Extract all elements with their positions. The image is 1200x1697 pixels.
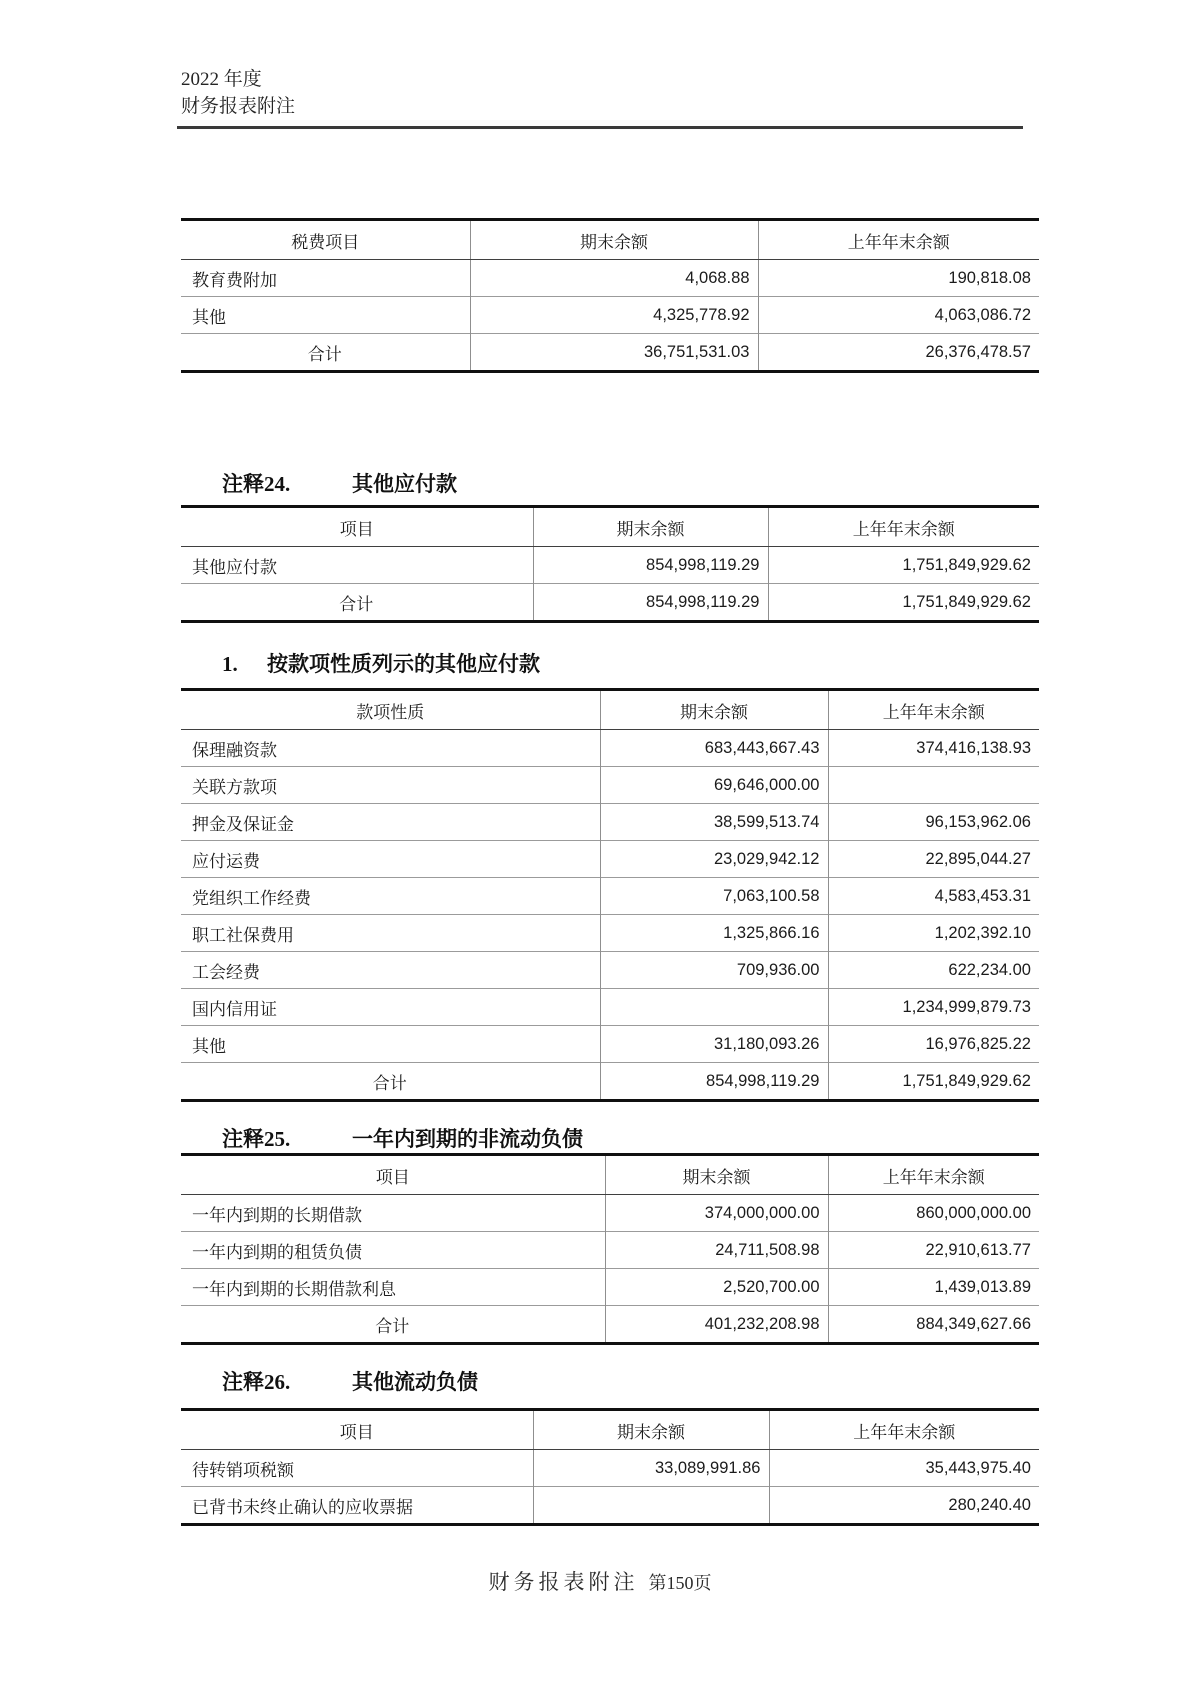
table-row [181, 767, 1039, 804]
row-current-value [533, 1487, 769, 1525]
row-prior-value: 884,349,627.66 [828, 1306, 1039, 1344]
row-prior-value: 22,895,044.27 [828, 841, 1039, 878]
row-current-value: 401,232,208.98 [605, 1306, 828, 1344]
row-prior-value: 1,751,849,929.62 [768, 584, 1039, 622]
page-footer [0, 1566, 1200, 1596]
table-row [181, 878, 1039, 915]
row-prior-value: 35,443,975.40 [769, 1450, 1039, 1487]
table-row [181, 1026, 1039, 1063]
section-title: 其他流动负债 [352, 1370, 478, 1394]
other-payables-table [181, 505, 1039, 623]
row-current-value: 854,998,119.29 [533, 547, 768, 584]
table-row [181, 915, 1039, 952]
row-item: 一年内到期的长期借款 [192, 1205, 362, 1225]
table-total-row [181, 334, 1039, 372]
table-row [181, 297, 1039, 334]
section-heading-note26 [222, 1366, 478, 1396]
section-label: 注释26. [222, 1370, 291, 1394]
table-header-row [181, 220, 1039, 260]
row-item: 押金及保证金 [192, 814, 294, 834]
row-prior-value: 1,751,849,929.62 [768, 547, 1039, 584]
col-header-prior: 上年年末余额 [828, 690, 1039, 730]
table-total-row [181, 1306, 1039, 1344]
section-heading-note25 [222, 1123, 583, 1153]
row-item: 职工社保费用 [192, 925, 294, 945]
table-row [181, 1195, 1039, 1232]
row-current-value: 24,711,508.98 [605, 1232, 828, 1269]
col-header-prior: 上年年末余额 [769, 1410, 1039, 1450]
row-current-value: 374,000,000.00 [605, 1195, 828, 1232]
section-title: 按款项性质列示的其他应付款 [267, 652, 540, 676]
table-row [181, 841, 1039, 878]
section-label: 1. [222, 652, 238, 676]
section-heading-by-nature [222, 648, 540, 678]
row-current-value: 854,998,119.29 [600, 1063, 828, 1101]
col-header-prior: 上年年末余额 [768, 507, 1039, 547]
table-header-row [181, 1410, 1039, 1450]
row-item: 一年内到期的长期借款利息 [192, 1279, 396, 1299]
row-current-value: 38,599,513.74 [600, 804, 828, 841]
footer-page-number: 第150页 [648, 1573, 712, 1593]
col-header-item: 项目 [181, 1155, 605, 1195]
row-current-value: 23,029,942.12 [600, 841, 828, 878]
table-row [181, 989, 1039, 1026]
header-rule [177, 126, 1023, 129]
other-current-liabilities-table [181, 1408, 1039, 1526]
col-header-current: 期末余额 [600, 690, 828, 730]
row-item: 关联方款项 [192, 777, 277, 797]
table-row [181, 730, 1039, 767]
row-prior-value: 1,234,999,879.73 [828, 989, 1039, 1026]
row-current-value: 709,936.00 [600, 952, 828, 989]
row-current-value: 683,443,667.43 [600, 730, 828, 767]
row-item: 待转销项税额 [192, 1460, 294, 1480]
row-prior-value: 860,000,000.00 [828, 1195, 1039, 1232]
noncurrent-due-table [181, 1153, 1039, 1345]
section-title: 一年内到期的非流动负债 [352, 1127, 583, 1151]
row-prior-value: 16,976,825.22 [828, 1026, 1039, 1063]
row-item: 国内信用证 [192, 999, 277, 1019]
row-current-value: 854,998,119.29 [533, 584, 768, 622]
report-title: 财务报表附注 [181, 96, 296, 117]
row-prior-value: 374,416,138.93 [828, 730, 1039, 767]
table-total-row [181, 1063, 1039, 1101]
taxes-table [181, 218, 1039, 373]
row-item: 其他 [192, 1036, 226, 1056]
row-prior-value: 4,583,453.31 [828, 878, 1039, 915]
table-header-row [181, 1155, 1039, 1195]
col-header-current: 期末余额 [470, 220, 758, 260]
row-item: 其他应付款 [192, 557, 277, 577]
row-prior-value: 190,818.08 [758, 260, 1039, 297]
row-current-value: 36,751,531.03 [470, 334, 758, 372]
table-row [181, 1487, 1039, 1525]
col-header-current: 期末余额 [605, 1155, 828, 1195]
row-current-value: 7,063,100.58 [600, 878, 828, 915]
row-item: 其他 [192, 307, 226, 327]
row-item: 合计 [339, 594, 374, 614]
col-header-item: 项目 [181, 507, 533, 547]
report-year: 2022 年度 [181, 69, 262, 90]
table-row [181, 547, 1039, 584]
row-prior-value: 4,063,086.72 [758, 297, 1039, 334]
row-item: 工会经费 [192, 962, 260, 982]
row-prior-value: 1,439,013.89 [828, 1269, 1039, 1306]
section-label: 注释25. [222, 1127, 291, 1151]
section-heading-note24 [222, 468, 457, 498]
row-item: 已背书未终止确认的应收票据 [192, 1497, 413, 1517]
row-item: 保理融资款 [192, 740, 277, 760]
table-row [181, 952, 1039, 989]
row-current-value: 4,325,778.92 [470, 297, 758, 334]
row-current-value [600, 989, 828, 1026]
row-current-value: 4,068.88 [470, 260, 758, 297]
row-item: 党组织工作经费 [192, 888, 311, 908]
table-row [181, 260, 1039, 297]
row-prior-value: 622,234.00 [828, 952, 1039, 989]
row-current-value: 31,180,093.26 [600, 1026, 828, 1063]
col-header-item: 税费项目 [181, 220, 470, 260]
row-current-value: 69,646,000.00 [600, 767, 828, 804]
table-row [181, 804, 1039, 841]
table-row [181, 1450, 1039, 1487]
row-item: 合计 [375, 1316, 410, 1336]
row-prior-value: 1,202,392.10 [828, 915, 1039, 952]
table-row [181, 1232, 1039, 1269]
section-label: 注释24. [222, 472, 291, 496]
row-item: 合计 [372, 1073, 407, 1093]
row-prior-value: 280,240.40 [769, 1487, 1039, 1525]
col-header-item: 项目 [181, 1410, 533, 1450]
page-header [181, 66, 295, 120]
row-prior-value: 26,376,478.57 [758, 334, 1039, 372]
table-header-row [181, 507, 1039, 547]
payables-by-nature-table [181, 688, 1039, 1102]
row-item: 教育费附加 [192, 270, 277, 290]
row-item: 应付运费 [192, 851, 260, 871]
footer-title: 财务报表附注 [488, 1570, 639, 1594]
table-row [181, 1269, 1039, 1306]
row-current-value: 33,089,991.86 [533, 1450, 769, 1487]
col-header-prior: 上年年末余额 [828, 1155, 1039, 1195]
row-prior-value [828, 767, 1039, 804]
row-current-value: 2,520,700.00 [605, 1269, 828, 1306]
table-header-row [181, 690, 1039, 730]
section-title: 其他应付款 [352, 472, 457, 496]
row-prior-value: 1,751,849,929.62 [828, 1063, 1039, 1101]
row-prior-value: 96,153,962.06 [828, 804, 1039, 841]
col-header-item: 款项性质 [181, 690, 600, 730]
row-current-value: 1,325,866.16 [600, 915, 828, 952]
row-prior-value: 22,910,613.77 [828, 1232, 1039, 1269]
row-item: 一年内到期的租赁负债 [192, 1242, 362, 1262]
col-header-current: 期末余额 [533, 507, 768, 547]
row-item: 合计 [307, 344, 342, 364]
table-total-row [181, 584, 1039, 622]
col-header-current: 期末余额 [533, 1410, 769, 1450]
col-header-prior: 上年年末余额 [758, 220, 1039, 260]
